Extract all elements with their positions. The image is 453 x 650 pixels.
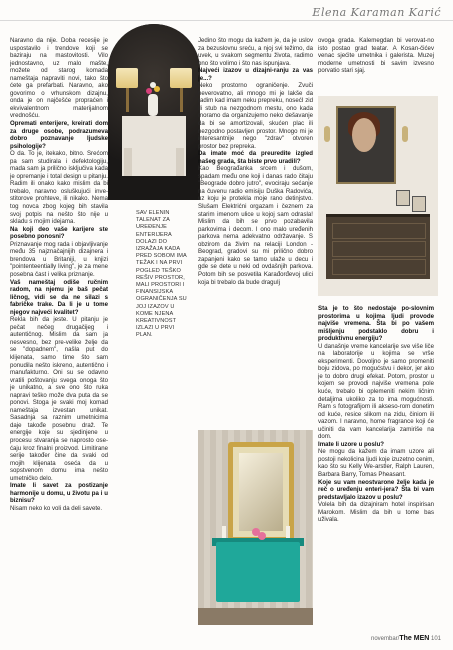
footer-issue: novembar/ (371, 636, 400, 642)
interview-question: Šta je to što nedostaje po-slovnim prostorima u kojima ljudi provode najviše vremena. Šta bi po vašem mišljenju podstaklo dobru i produktivnu energiju? (318, 305, 434, 343)
interview-answer: Kao Beograđanka srcem i dušom, spadam među one koji i danas rado čitaju "Beograde dobro jutro", evociraju sećanje na čuvenu radio emisiju Duška Radovića, uz koju je protekla moje rano detinjstvo. Slušam Elektrićni orgazam i čeznem za starim imenom ulice u kojoj sam odrasla! Mislim da bih se prvo pozabavila parkovima i decom. I ono malo uređenih parkova nema adekvatno održavanje. S obzirom da živim na relaciji London - Beograd, gradovi su mi prilično dobro zapanjeni kako se tamo ulaže u decu i gde se dete u neki od ovdašnjih parkova. Potom bih se posvetila Karađorđevoj ulici koja bi trebalo da bude draguIj (198, 165, 313, 286)
interview-answer: O da. To je, itekako, bitno. Srećom pa sam studirala i defektologiju, mada sam ja prilično isključiva kada je opremanje i total design u pitanju. Radim ili onako kako mislim da bi trebalo, naravno osluškujući inve-stitorove prohteve, ili nikako. Nema tog novca zbog kojeg bih stavila svoj potpis na nešto što nije u skladu s mojim idejama. (10, 150, 108, 226)
portrait-dresser-photo (318, 96, 438, 296)
interview-answer: Ne mogu da kažem da imam uzore ali postoji nekolicina ljudi koje izuzetno cenim, kao što su Kelly We-arstler, Ralph Lauren, Barbara Barry, Tomas Pheasant. (318, 448, 434, 479)
interview-answer: Nisam neko ko voli da deli savete. (10, 504, 103, 512)
interview-answer: Neko prostorno ograničenje. Zvuči neverovatno, ali mnogo mi je lakše da radim kad imam neku prepreku, nosećI zid ili stub na nezgodnom mestu, ono kada moramo da organizujemo neko dešavanje da bi se amortizovali, skućen plac ili nezgodno postavljen prostor. Mnogo mi je interesantnije nego "zdrav" otvoren prostor bez prepreka. (198, 82, 313, 150)
interview-question: Vaš nameštaj odiše ručnim radom, na njemu je baš pečat ličnog, vidi se da ne silazi s fabričke trake. Da li je u tome njegov najveći kvalitet? (10, 278, 108, 316)
interview-answer: Naravno da nije. Doba recesije je uspostavilo i trendove koji se baziraju na mastovitosti. Vilo jednostavno, uz malo mašte, možete od starog komada nameštaja napraviti novi, tako što ćete ga prefarbati. Naravno, ako govorimo o vrhunskom dizajnu, onda je on najčešće propraćen i ekvivalentnom materijalnom vrednošću. (10, 37, 108, 120)
interview-answer: ovoga grada. Kalemegdan bi verovat-no isto postao grad teatar. A Kosan-čićev venac sjećite umetnika i galerista. Muzej moderne umetnosti bi savim izvesno porvatio stari sjaj. (318, 37, 434, 75)
interview-answer: U današnje vreme kancelarije sve više liče na laboratorije u kojima se vrše eksperimenti. Dovoljno je samo promeniti boju zidova, po mogućstvu i dekor, jer ako je to dobro drugi efekat. Potom, prostor u kojem se provodi najviše vremena pole kuće, trebalo bi oplemeniti nekim ličnim detaljima ukoliko za to ima mogućnosti. Ram s fotografijom ili akseso-rom donetim od kuće, resice slikom na zidu, činiom ili vazom. I naravno, home fragrance koji će učiniti da vam kancelarija zamiriše na dom. (318, 342, 434, 441)
column-3-bottom (318, 305, 434, 625)
mirror-console-photo (198, 430, 313, 625)
interview-question: Koje su vam neostvarone želje kada je reč o uređenju enteri-jera? Šta bi vam predstavljalo izazov u poslu? (318, 478, 434, 501)
pull-quote: SAV ELENIN TALENAT ZA UREĐENJE ENTERIJERA DOLAZI DO IZRAŽAJA KADA PRED SOBOM IMA TEŽAK I NA PRVI POGLED TEŠKO REŠIV PROSTOR, MALI PROSTORI I FINANSIJSKA OGRANIČENJA SU JOJ IZAZOV U KOME NJENA KREATIVNOST IZLAZI U PRVI PLAN. (136, 210, 187, 339)
interview-question: Na koji deo vaše karijere ste posebno ponosni? (10, 225, 108, 241)
column-1 (10, 37, 108, 612)
interview-question: Najveći izazov u dizajni-ranju za vas je...? (198, 67, 313, 82)
interview-answer: Rekla bih da jeste. U pitanju je pečat nečeg drugačijeg i autentičnog. Mislim da sam ja nesvesno, bez pre-velike želje da se "dopadnem", našla put do klijenata, samo time što sam ponudila nešto iskreno, autentično i manufakturno. Oni su se odavno vratili poštovanju svega onoga što je unikatno, a sve ono što ruka napravi teško može dva puta da se ponovi. Stoga je svaki moj komad nameštaja izvestan unikat. Sasadnja sa raznim umetnicima daje takođe posebnu draž. Te energije koje su sjedinjene u procesu stvaranja se naprosto ose-ćaju kroz finalni proizvod. Limitirane serije također čine da svaki od mojih klijenata oseća da u sopstvenom domu ima nešto umetničko delo. (10, 316, 108, 482)
interview-answer: Priznavanje mog rada i objavljivanje među 35 najznačajnijih dizajnera i brendova u Britaniji, u knjizi "pointenteentially living", je za mene posebna čast i velika priznanje. (10, 240, 108, 278)
interview-question: Imate li uzore u poslu? (318, 440, 385, 448)
interview-answer: Volela bih da dizajniram hotel inspirisan Marokom. Mislim da bih u tome bas uživala. (318, 501, 434, 524)
interview-question: Imate li savet za postizanje harmonije u domu, u životu pa i u biznisu? (10, 482, 108, 505)
interview-question: Da imate moć da preuredite izgled našeg grada, šta biste prvo uradili? (198, 150, 313, 165)
footer-page-number: 101 (430, 636, 441, 642)
page-footer (371, 635, 441, 642)
interview-question: Opremati enterijere, kreirati dom za druge osobe, podrazumeva dobro poznavanje ljudske psihologije? (10, 120, 108, 150)
header-divider (0, 20, 453, 21)
lamp-console-photo (108, 24, 200, 200)
interview-answer: Jedino što mogu da kažem je, da je uslov za bezuslovnu sreću, a njoj svi težimo, da uvek, u svakom segmentu života, radimo ono što volimo i što nas ispunjava. (198, 37, 313, 67)
column-3-top (318, 37, 434, 97)
footer-brand: The MEN (399, 635, 430, 642)
author-name: Elena Karaman Karić (312, 6, 441, 19)
